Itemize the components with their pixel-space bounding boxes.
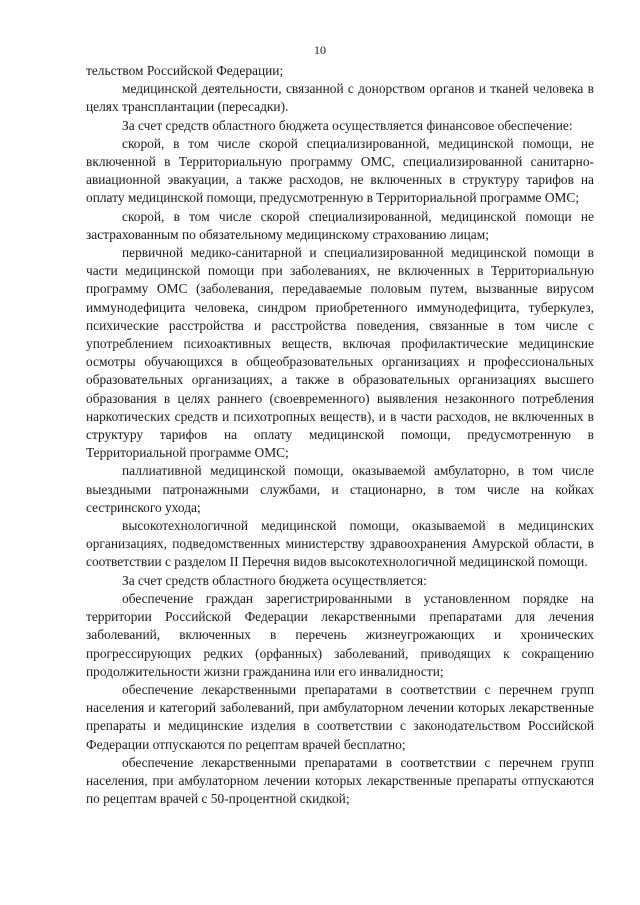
paragraph: паллиативной медицинской помощи, оказываемой амбулаторно, в том числе выездными патронажными службами, и стационарно, в том числе на койках сестринского ухода; — [86, 463, 594, 515]
paragraph: тельством Российской Федерации; — [86, 63, 284, 78]
paragraph: скорой, в том числе скорой специализированной, медицинской помощи не застрахованным по обязательному медицинскому страхованию лицам; — [86, 208, 594, 242]
paragraph: высокотехнологичной медицинской помощи, оказываемой в медицинских организациях, подведомственных министерству здравоохранения Амурской области, в соответствии с разделом II Перечня видов высокотехнологичной медицинской помощи. — [86, 518, 594, 570]
page-number: 10 — [314, 43, 326, 57]
paragraph: скорой, в том числе скорой специализированной, медицинской помощи, не включенной в Территориальную программу ОМС, специализированной санитарно-авиационной эвакуации, а также расходов, не включенных в структуру тарифов на оплату медицинской помощи, предусмотренную в Территориальной программе ОМС; — [86, 135, 594, 206]
paragraph: обеспечение лекарственными препаратами в соответствии с перечнем групп населения и категорий заболеваний, при амбулаторном лечении которых лекарственные препараты и медицинские изделия в соответствии с законодательством Российской Федерации отпускаются по рецептам врачей бесплатно; — [86, 681, 594, 752]
document-body — [86, 62, 594, 808]
paragraph: первичной медико-санитарной и специализированной медицинской помощи в части медицинской помощи при заболеваниях, не включенных в Территориальную программу ОМС (заболевания, передаваемые половым путем, вызванные вирусом иммунодефицита человека, синдром приобретенного иммунодефицита, туберкулез, психические расстройства и расстройства поведения, связанные в том числе с употреблением психоактивных веществ, включая профилактические медицинские осмотры обучающихся в общеобразовательных организациях и профессиональных образовательных организациях, а также в образовательных организациях высшего образования в целях раннего (своевременного) выявления незаконного потребления наркотических средств и психотропных веществ), и в части расходов, не включенных в структуру тарифов на оплату медицинской помощи, предусмотренную в Территориальной программе ОМС; — [86, 245, 594, 461]
paragraph: обеспечение лекарственными препаратами в соответствии с перечнем групп населения, при амбулаторном лечении которых лекарственные препараты отпускаются по рецептам врачей с 50-процентной скидкой; — [86, 754, 594, 807]
paragraph: медицинской деятельности, связанной с донорством органов и тканей человека в целях трансплантации (пересадки). — [86, 81, 594, 115]
paragraph: обеспечение граждан зарегистрированными в установленном порядке на территории Российской Федерации лекарственными препаратами для лечения заболеваний, включенных в перечень жизнеугрожающих и хронических прогрессирующих редких (орфанных) заболеваний, приводящих к сокращению продолжительности жизни гражданина или его инвалидности; — [86, 590, 594, 679]
paragraph: За счет средств областного бюджета осуществляется финансовое обеспечение: — [122, 117, 573, 133]
paragraph: За счет средств областного бюджета осуществляется: — [122, 572, 427, 588]
